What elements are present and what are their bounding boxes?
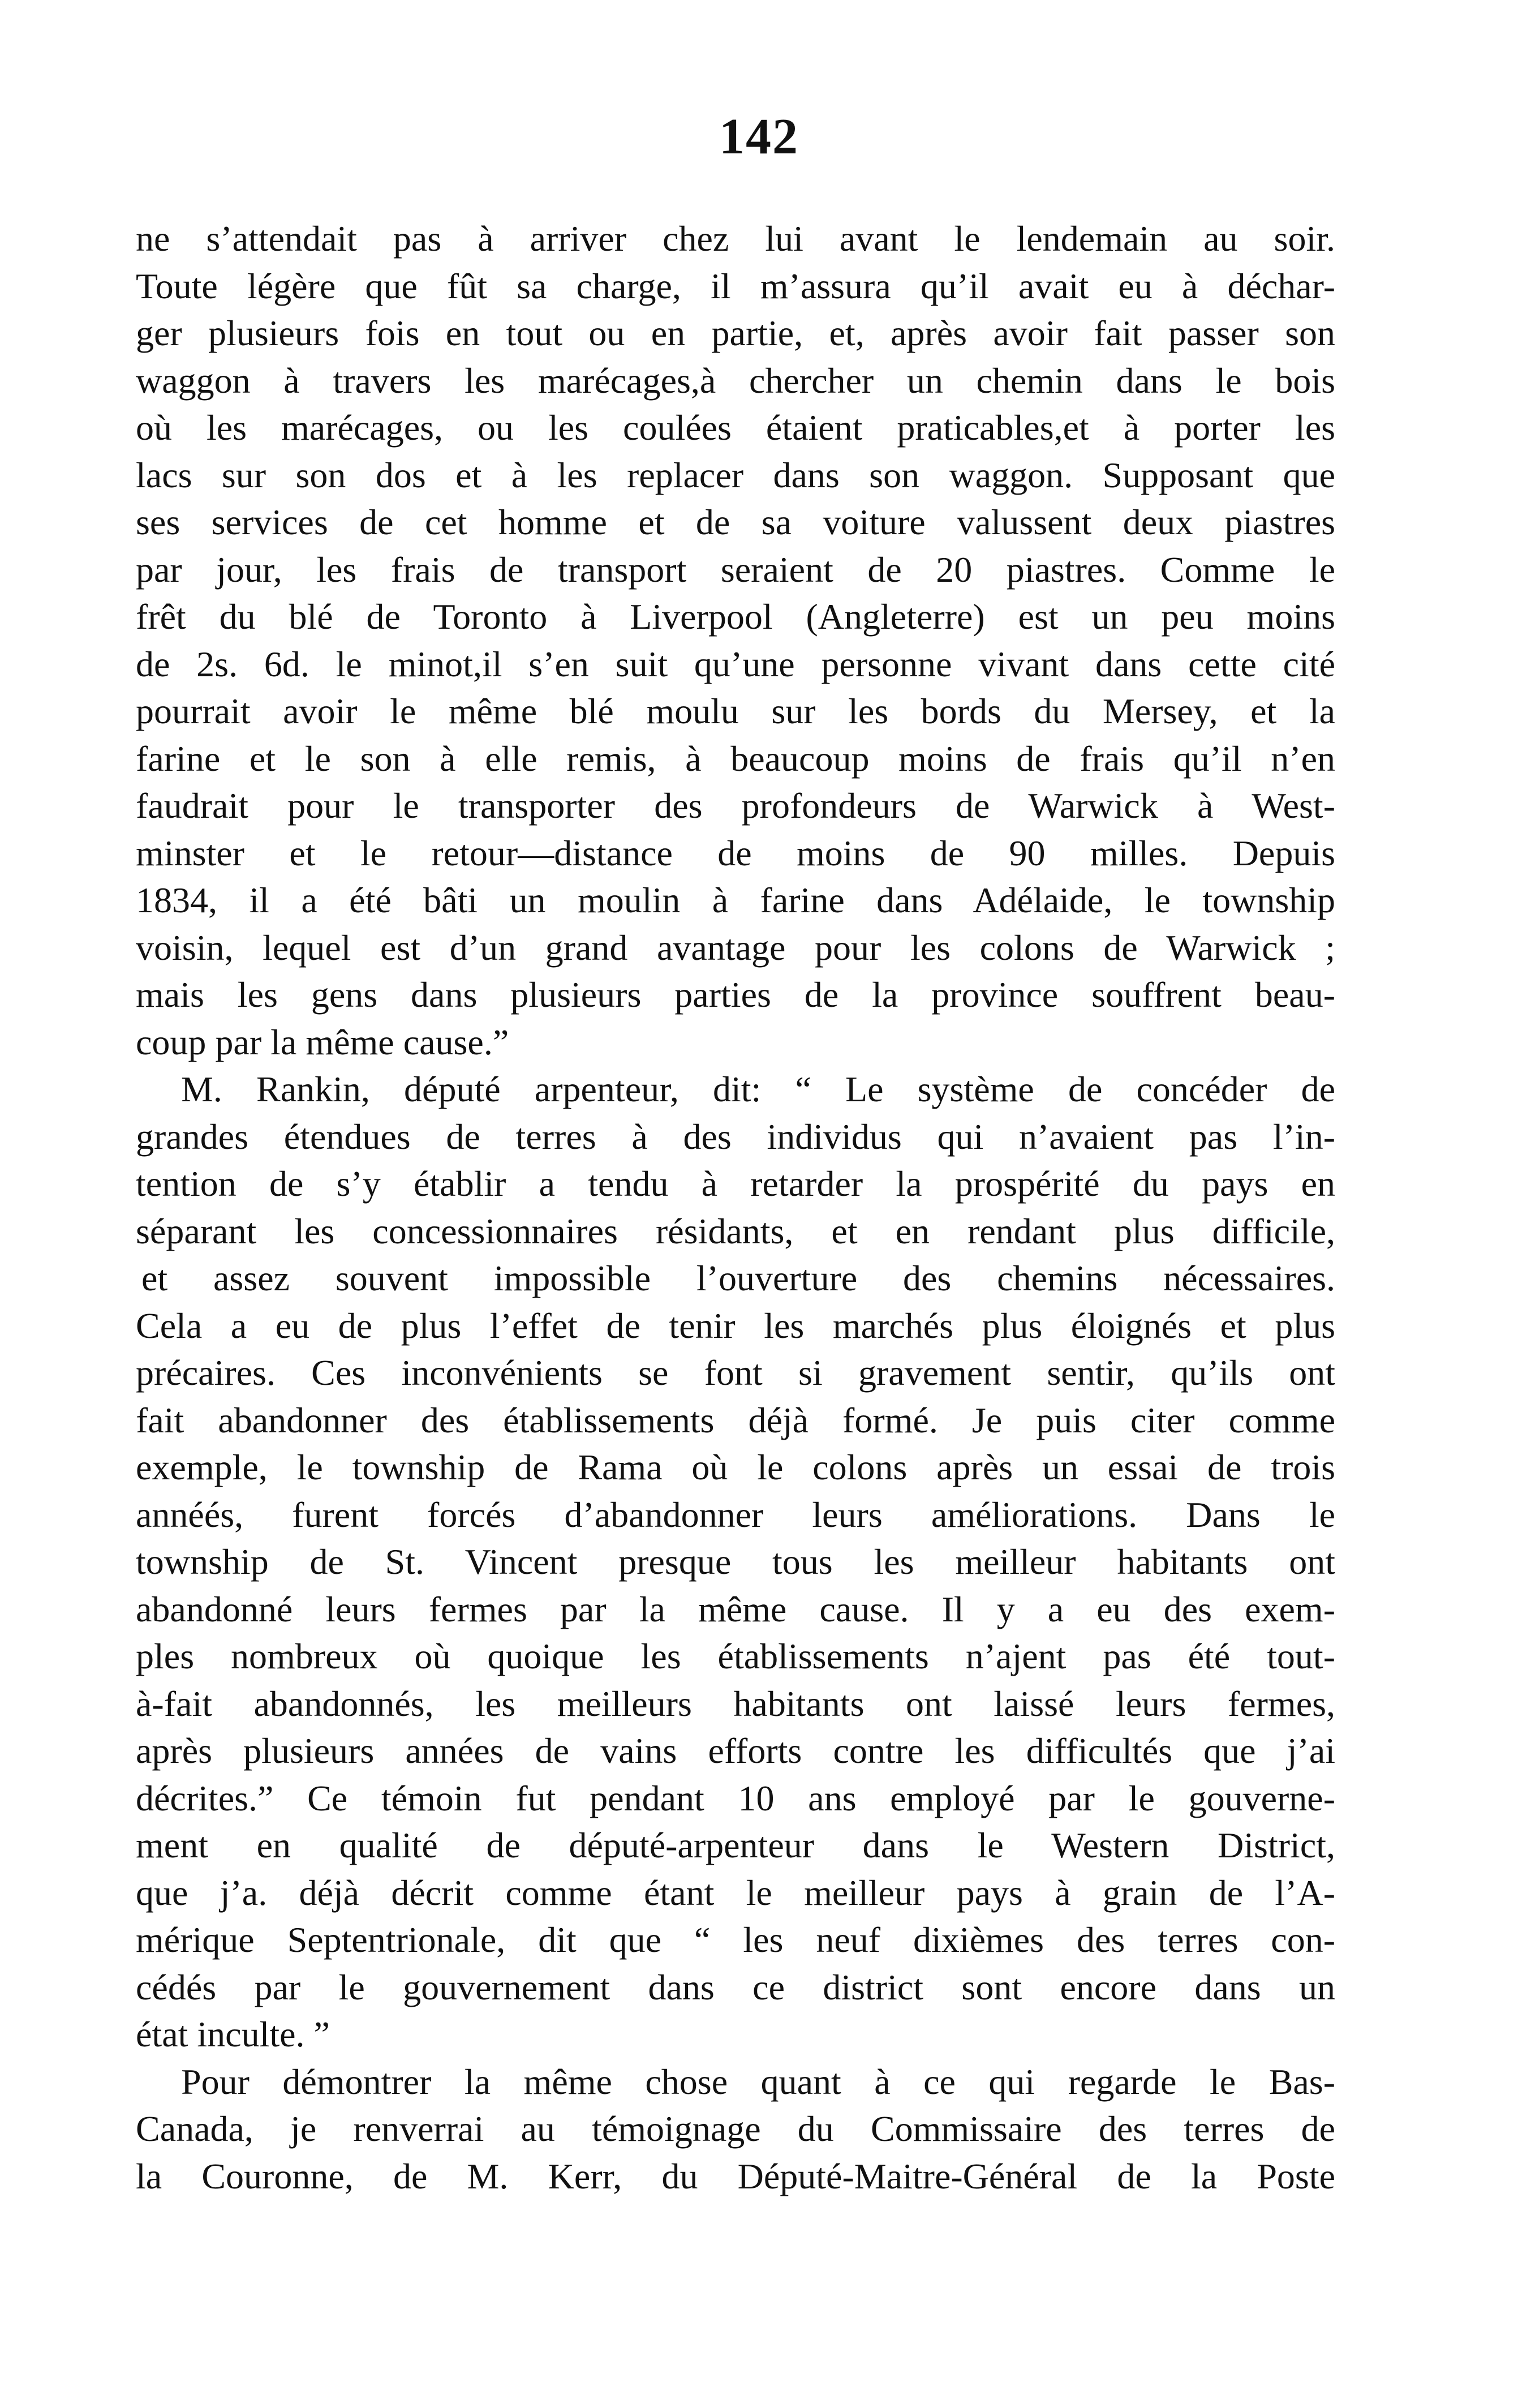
text-line: abandonné leurs fermes par la même cause. Il y a eu des exem-	[136, 1589, 1335, 1629]
text-line: où les marécages, ou les coulées étaient praticables,et à porter les	[136, 407, 1335, 448]
text-line: grandes étendues de terres à des individus qui n’avaient pas l’in-	[136, 1116, 1335, 1157]
text-line: M. Rankin, député arpenteur, dit: “ Le système de concéder de	[181, 1069, 1335, 1109]
text-line: fait abandonner des établissements déjà formé. Je puis citer comme	[136, 1400, 1335, 1440]
text-line: mais les gens dans plusieurs parties de la province souffrent beau-	[136, 975, 1335, 1015]
text-line: farine et le son à elle remis, à beaucoup moins de frais qu’il n’en	[136, 738, 1335, 779]
text-line: frêt du blé de Toronto à Liverpool (Angleterre) est un peu moins	[136, 596, 1335, 637]
text-line: la Couronne, de M. Kerr, du Député-Maitre-Général de la Poste	[136, 2156, 1335, 2196]
text-line: annéés, furent forcés d’abandonner leurs améliorations. Dans le	[136, 1494, 1335, 1535]
text-line: séparant les concessionnaires résidants, et en rendant plus difficile,	[136, 1211, 1335, 1251]
text-line: ples nombreux où quoique les établissements n’ajent pas été tout-	[136, 1636, 1335, 1676]
text-line: ger plusieurs fois en tout ou en partie, et, après avoir fait passer son	[136, 313, 1335, 353]
text-line: ses services de cet homme et de sa voiture valussent deux piastres	[136, 502, 1335, 542]
text-line: voisin, lequel est d’un grand avantage pour les colons de Warwick ;	[136, 927, 1335, 968]
text-line: décrites.” Ce témoin fut pendant 10 ans employé par le gouverne-	[136, 1778, 1335, 1818]
body-text	[136, 215, 1335, 2200]
text-line: cédés par le gouvernement dans ce district sont encore dans un	[136, 1967, 1335, 2007]
text-line: 1834, il a été bâti un moulin à farine dans Adélaide, le township	[136, 880, 1335, 920]
text-line: précaires. Ces inconvénients se font si gravement sentir, qu’ils ont	[136, 1353, 1335, 1393]
text-line: mérique Septentrionale, dit que “ les neuf dixièmes des terres con-	[136, 1920, 1335, 1960]
text-line: à-fait abandonnés, les meilleurs habitants ont laissé leurs fermes,	[136, 1683, 1335, 1724]
text-line: que j’a. déjà décrit comme étant le meilleur pays à grain de l’A-	[136, 1872, 1335, 1913]
text-line: par jour, les frais de transport seraient de 20 piastres. Comme le	[136, 549, 1335, 590]
text-line: et assez souvent impossible l’ouverture des chemins nécessaires.	[141, 1258, 1335, 1298]
text-line: pourrait avoir le même blé moulu sur les bords du Mersey, et la	[136, 691, 1335, 731]
text-line: lacs sur son dos et à les replacer dans son waggon. Supposant que	[136, 454, 1335, 495]
text-line: Cela a eu de plus l’effet de tenir les marchés plus éloignés et plus	[136, 1305, 1335, 1346]
text-line: exemple, le township de Rama où le colons après un essai de trois	[136, 1447, 1335, 1487]
text-line: faudrait pour le transporter des profondeurs de Warwick à West-	[136, 786, 1335, 826]
text-line: Pour démontrer la même chose quant à ce qui regarde le Bas-	[181, 2061, 1335, 2102]
text-line: coup par la même cause.”	[136, 1021, 509, 1062]
text-line: minster et le retour—distance de moins de 90 milles. Depuis	[136, 832, 1335, 873]
text-line: ne s’attendait pas à arriver chez lui avant le lendemain au soir.	[136, 218, 1335, 259]
text-line: ment en qualité de député-arpenteur dans le Western District,	[136, 1825, 1335, 1865]
text-line: Canada, je renverrai au témoignage du Commissaire des terres de	[136, 2109, 1335, 2149]
page-number: 142	[719, 109, 799, 165]
text-line: après plusieurs années de vains efforts contre les difficultés que j’ai	[136, 1731, 1335, 1771]
text-line: township de St. Vincent presque tous les meilleur habitants ont	[136, 1542, 1335, 1582]
text-line: état inculte. ”	[136, 2014, 330, 2054]
text-line: waggon à travers les marécages,à chercher un chemin dans le bois	[136, 360, 1335, 401]
text-line: Toute légère que fût sa charge, il m’assura qu’il avait eu à déchar-	[136, 265, 1335, 306]
text-line: tention de s’y établir a tendu à retarder la prospérité du pays en	[136, 1164, 1335, 1204]
text-line: de 2s. 6d. le minot,il s’en suit qu’une personne vivant dans cette cité	[136, 643, 1335, 684]
